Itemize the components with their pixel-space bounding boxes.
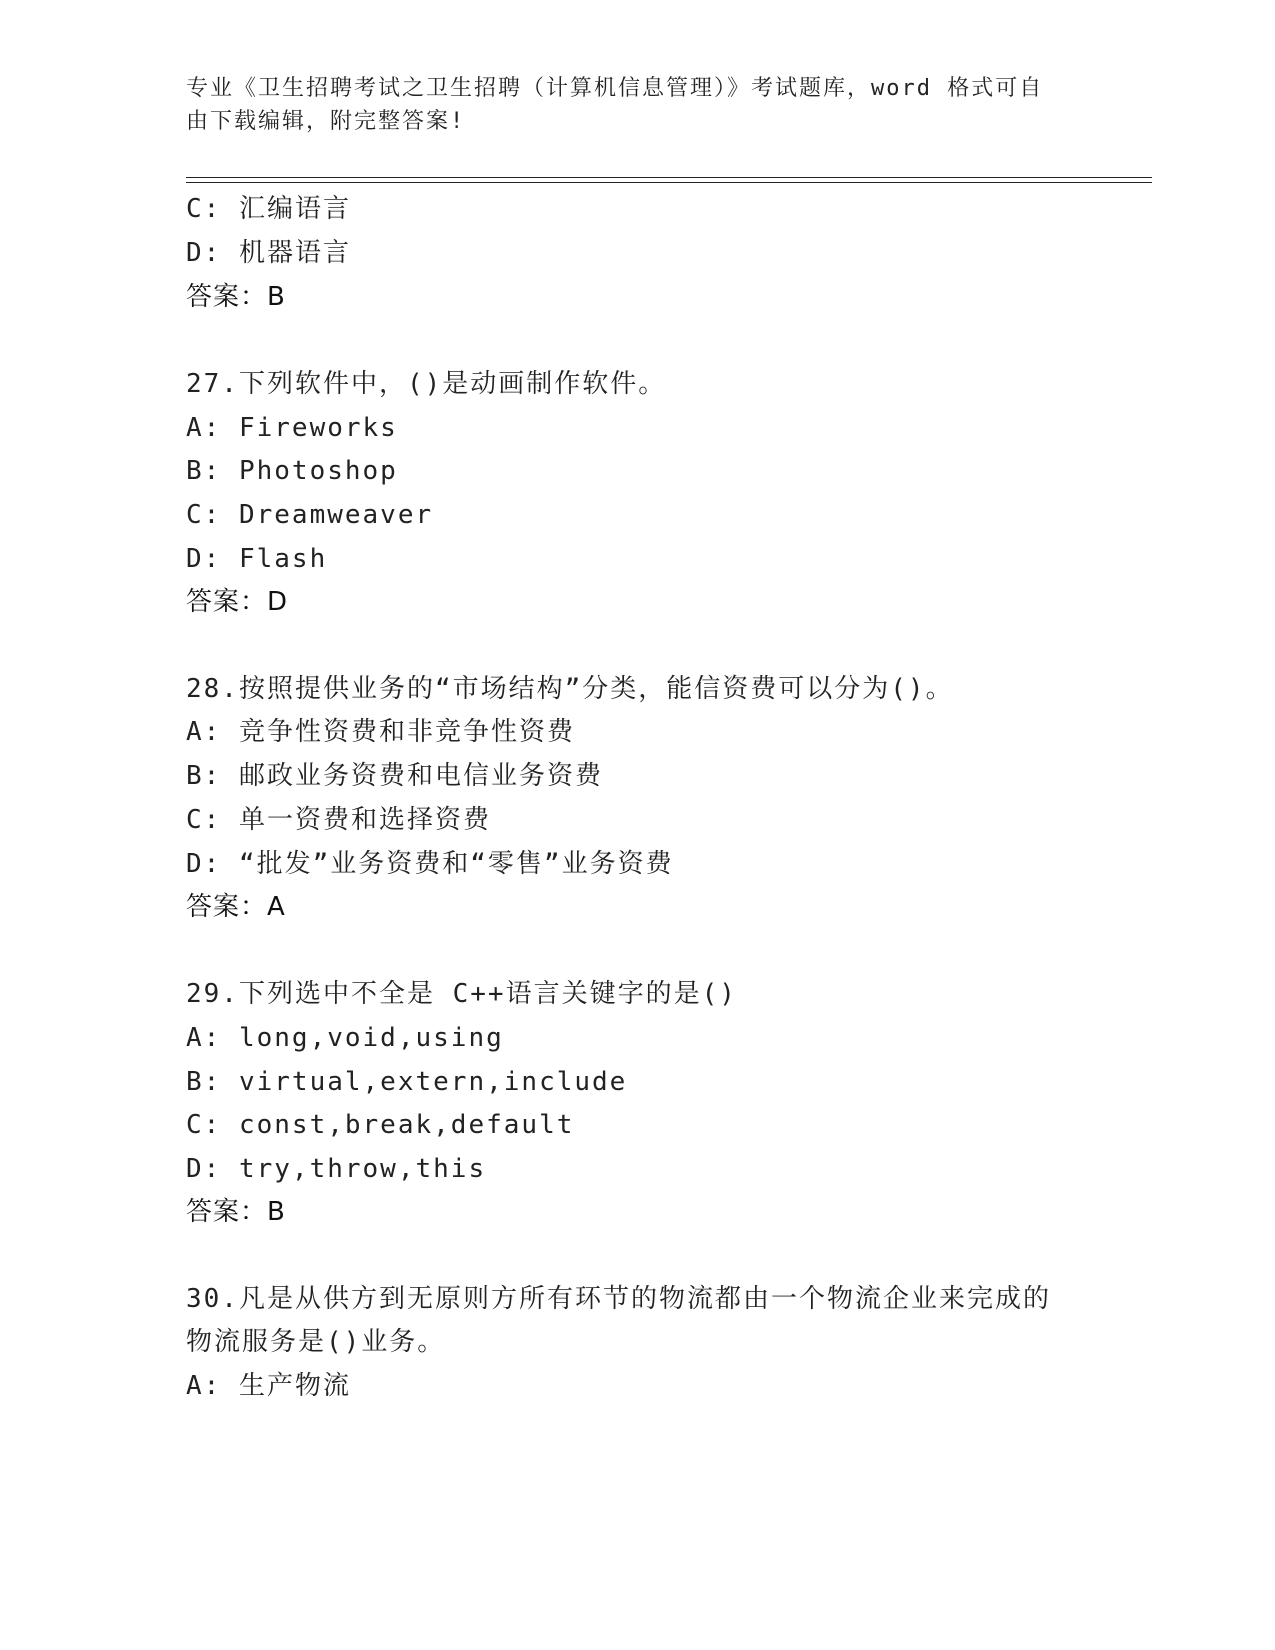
q30-stem-line-2: 物流服务是()业务。 [186, 1327, 446, 1357]
q30-stem-line-1: 30.凡是从供方到无原则方所有环节的物流都由一个物流企业来完成的 [186, 1284, 1051, 1314]
q26-answer: 答案：B [186, 282, 286, 312]
q27-option-d: D: Flash [186, 544, 328, 574]
q29-option-c: C: const,break,default [186, 1110, 575, 1140]
q29-option-d: D: try,throw,this [186, 1154, 487, 1184]
document-header [186, 72, 1086, 138]
q27-option-a: A: Fireworks [186, 413, 398, 443]
q27-option-b: B: Photoshop [186, 456, 398, 486]
q28-option-a: A: 竞争性资费和非竞争性资费 [186, 717, 575, 747]
header-divider-bottom [186, 182, 1152, 183]
header-line-1: 专业《卫生招聘考试之卫生招聘（计算机信息管理）》考试题库，word 格式可自 [186, 76, 1044, 101]
header-line-2: 由下载编辑，附完整答案! [186, 109, 466, 134]
header-divider-top [186, 177, 1152, 178]
q28-stem: 28.按照提供业务的“市场结构”分类，能信资费可以分为()。 [186, 674, 954, 704]
q28-option-c: C: 单一资费和选择资费 [186, 805, 491, 835]
q29-stem: 29.下列选中不全是 C++语言关键字的是() [186, 979, 737, 1009]
q27-stem: 27.下列软件中，()是动画制作软件。 [186, 369, 667, 399]
q27-option-c: C: Dreamweaver [186, 500, 434, 530]
q29-answer: 答案：B [186, 1197, 286, 1227]
q26-option-c: C: 汇编语言 [186, 194, 351, 224]
q28-option-b: B: 邮政业务资费和电信业务资费 [186, 761, 603, 791]
q28-option-d: D: “批发”业务资费和“零售”业务资费 [186, 849, 674, 879]
q29-option-a: A: long,void,using [186, 1023, 504, 1053]
q26-option-d: D: 机器语言 [186, 238, 351, 268]
q27-answer: 答案：D [186, 587, 289, 617]
q28-answer: 答案：A [186, 892, 286, 922]
q29-option-b: B: virtual,extern,include [186, 1067, 628, 1097]
q30-option-a: A: 生产物流 [186, 1371, 351, 1401]
